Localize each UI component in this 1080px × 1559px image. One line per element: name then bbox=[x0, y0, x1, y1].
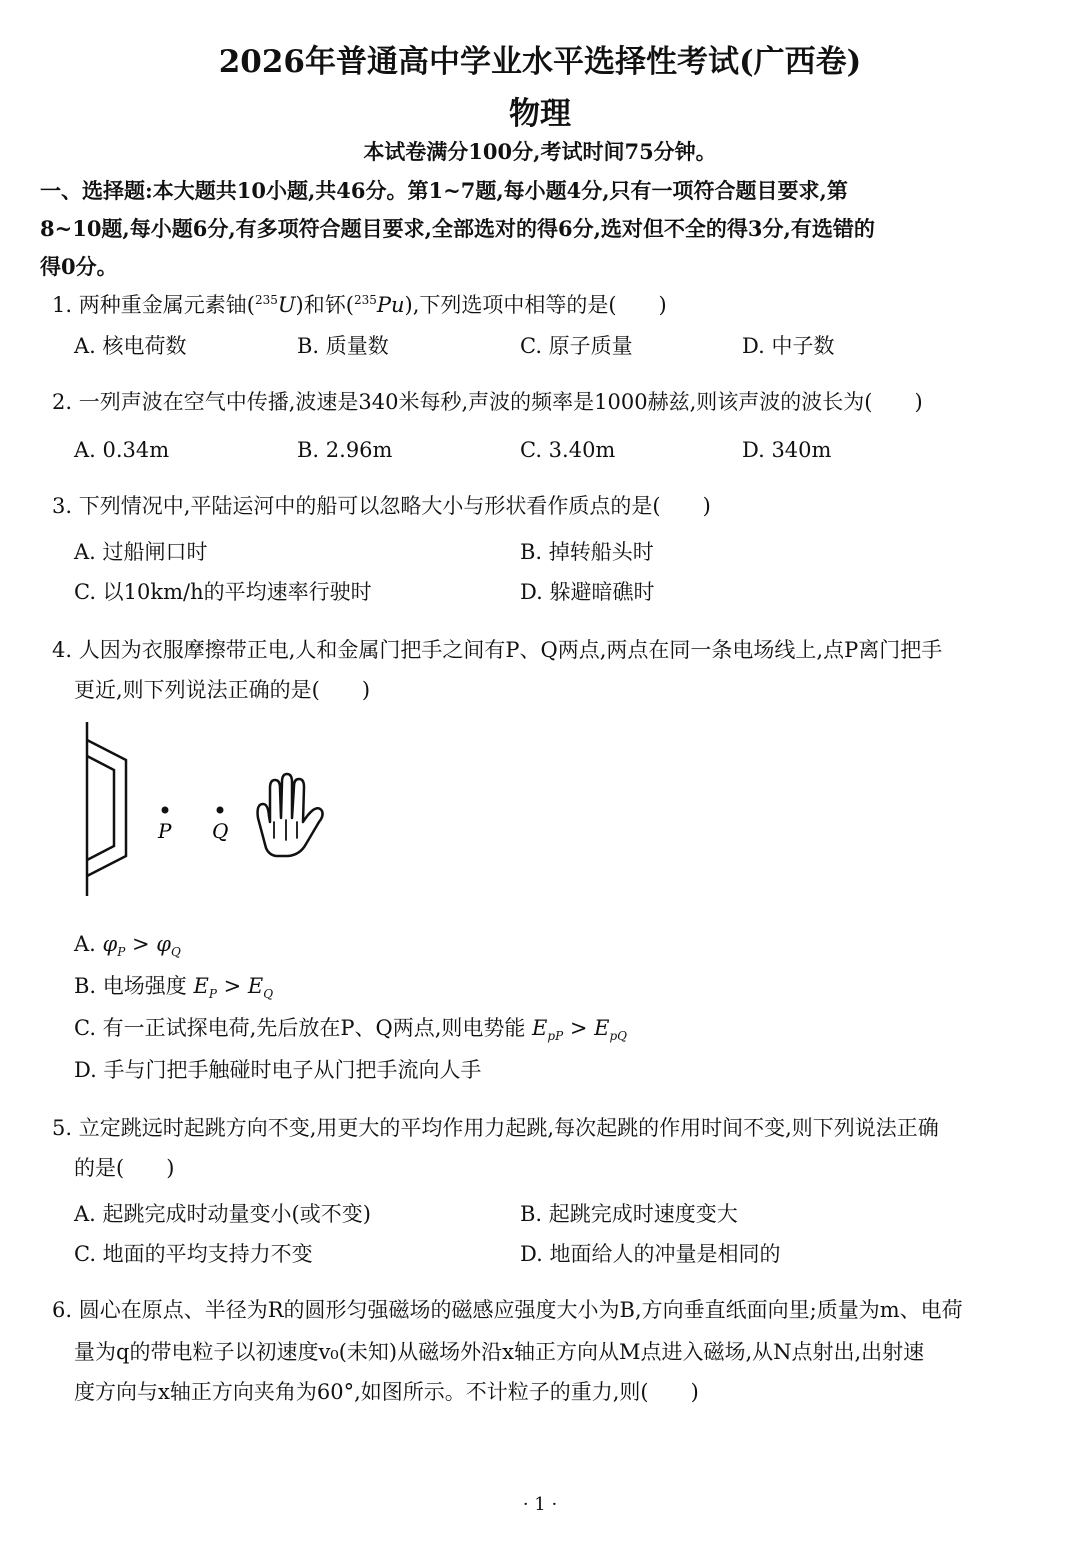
q2-option-b[interactable]: B. 2.96m bbox=[297, 438, 393, 462]
q3-option-d[interactable]: D. 躲避暗礁时 bbox=[520, 580, 655, 604]
question-6-stem-line-2: 量为q的带电粒子以初速度v₀(未知)从磁场外沿x轴正方向从M点进入磁场,从N点射出,出射速 bbox=[74, 1340, 925, 1364]
mass-number-u: 235 bbox=[254, 293, 278, 307]
q3-option-b[interactable]: B. 掉转船头时 bbox=[520, 540, 654, 564]
question-number: 2. bbox=[52, 390, 73, 414]
question-number: 1. bbox=[52, 293, 73, 317]
stem-part-b: )和钚( bbox=[295, 293, 354, 317]
door-handle-inner bbox=[87, 756, 114, 860]
q5-option-c[interactable]: C. 地面的平均支持力不变 bbox=[74, 1242, 313, 1266]
q5-option-b[interactable]: B. 起跳完成时速度变大 bbox=[520, 1202, 738, 1226]
stem-text: 圆心在原点、半径为R的圆形匀强磁场的磁感应强度大小为B,方向垂直纸面向里;质量为m、电荷 bbox=[78, 1298, 963, 1322]
q1-option-a[interactable]: A. 核电荷数 bbox=[74, 334, 187, 358]
subject-title: 物理 bbox=[509, 96, 571, 132]
question-2-stem bbox=[52, 388, 923, 416]
section-line-1: 一、选择题:本大题共10小题,共46分。第1~7题,每小题4分,只有一项符合题目要求,第 bbox=[40, 178, 848, 203]
page-title: 2026年普通高中学业水平选择性考试(广西卷) bbox=[218, 44, 862, 80]
q3-option-c[interactable]: C. 以10km/h的平均速率行驶时 bbox=[74, 580, 372, 604]
q2-option-d[interactable]: D. 340m bbox=[742, 438, 832, 462]
q5-option-d[interactable]: D. 地面给人的冲量是相同的 bbox=[520, 1242, 781, 1266]
section-line-3: 得0分。 bbox=[40, 254, 118, 279]
q5-option-a[interactable]: A. 起跳完成时动量变小(或不变) bbox=[74, 1202, 371, 1226]
section-instructions bbox=[40, 172, 1040, 286]
question-6-stem-line-3: 度方向与x轴正方向夹角为60°,如图所示。不计粒子的重力,则( ) bbox=[74, 1380, 699, 1404]
symbol-pu: Pu bbox=[376, 293, 405, 317]
question-4-stem-line-1 bbox=[52, 636, 942, 664]
q4-option-c[interactable]: C. 有一正试探电荷,先后放在P、Q两点,则电势能 $E_{pP} > E_{pQ}$ bbox=[74, 1016, 627, 1044]
q4-option-d[interactable]: D. 手与门把手触碰时电子从门把手流向人手 bbox=[74, 1058, 482, 1082]
exam-note: 本试卷满分100分,考试时间75分钟。 bbox=[363, 139, 717, 164]
section-line-2: 8~10题,每小题6分,有多项符合题目要求,全部选对的得6分,选对但不全的得3分,有选错的 bbox=[40, 216, 875, 241]
q2-option-a[interactable]: A. 0.34m bbox=[74, 438, 170, 462]
q2-option-c[interactable]: C. 3.40m bbox=[520, 438, 616, 462]
question-number: 3. bbox=[52, 494, 73, 518]
stem-part-a: 两种重金属元素铀( bbox=[78, 293, 255, 317]
stem-part-c: ),下列选项中相等的是( ) bbox=[404, 293, 667, 317]
q3-option-a[interactable]: A. 过船闸口时 bbox=[74, 540, 208, 564]
page-number: · 1 · bbox=[522, 1494, 558, 1515]
question-4-stem-line-2: 更近,则下列说法正确的是( ) bbox=[74, 678, 371, 702]
q1-option-b[interactable]: B. 质量数 bbox=[297, 334, 389, 358]
question-3-stem bbox=[52, 492, 711, 520]
point-p-dot bbox=[162, 807, 169, 814]
q1-option-c[interactable]: C. 原子质量 bbox=[520, 334, 633, 358]
door-handle-figure bbox=[70, 718, 330, 903]
point-q-label: Q bbox=[212, 819, 229, 843]
question-1-stem bbox=[52, 286, 667, 319]
q4-option-a[interactable]: A. $\varphi_P > \varphi_Q$ bbox=[74, 932, 181, 960]
stem-text: 一列声波在空气中传播,波速是340米每秒,声波的频率是1000赫兹,则该声波的波长为( ) bbox=[78, 390, 923, 414]
stem-text: 人因为衣服摩擦带正电,人和金属门把手之间有P、Q两点,两点在同一条电场线上,点P离门把手 bbox=[78, 638, 943, 662]
stem-text: 立定跳远时起跳方向不变,用更大的平均作用力起跳,每次起跳的作用时间不变,则下列说法正确 bbox=[78, 1116, 939, 1140]
stem-text: 下列情况中,平陆运河中的船可以忽略大小与形状看作质点的是( ) bbox=[78, 494, 711, 518]
mass-number-pu: 235 bbox=[353, 293, 377, 307]
question-6-stem-line-1 bbox=[52, 1296, 963, 1324]
question-number: 4. bbox=[52, 638, 73, 662]
point-q-dot bbox=[217, 807, 224, 814]
question-number: 5. bbox=[52, 1116, 73, 1140]
question-5-stem-line-2: 的是( ) bbox=[74, 1156, 175, 1180]
question-5-stem-line-1 bbox=[52, 1114, 939, 1142]
hand-icon bbox=[258, 774, 323, 856]
q4-option-b[interactable]: B. 电场强度 $E_P > E_Q$ bbox=[74, 974, 274, 1002]
question-number: 6. bbox=[52, 1298, 73, 1322]
point-p-label: P bbox=[158, 819, 172, 843]
q1-option-d[interactable]: D. 中子数 bbox=[742, 334, 835, 358]
symbol-u: U bbox=[277, 293, 296, 317]
